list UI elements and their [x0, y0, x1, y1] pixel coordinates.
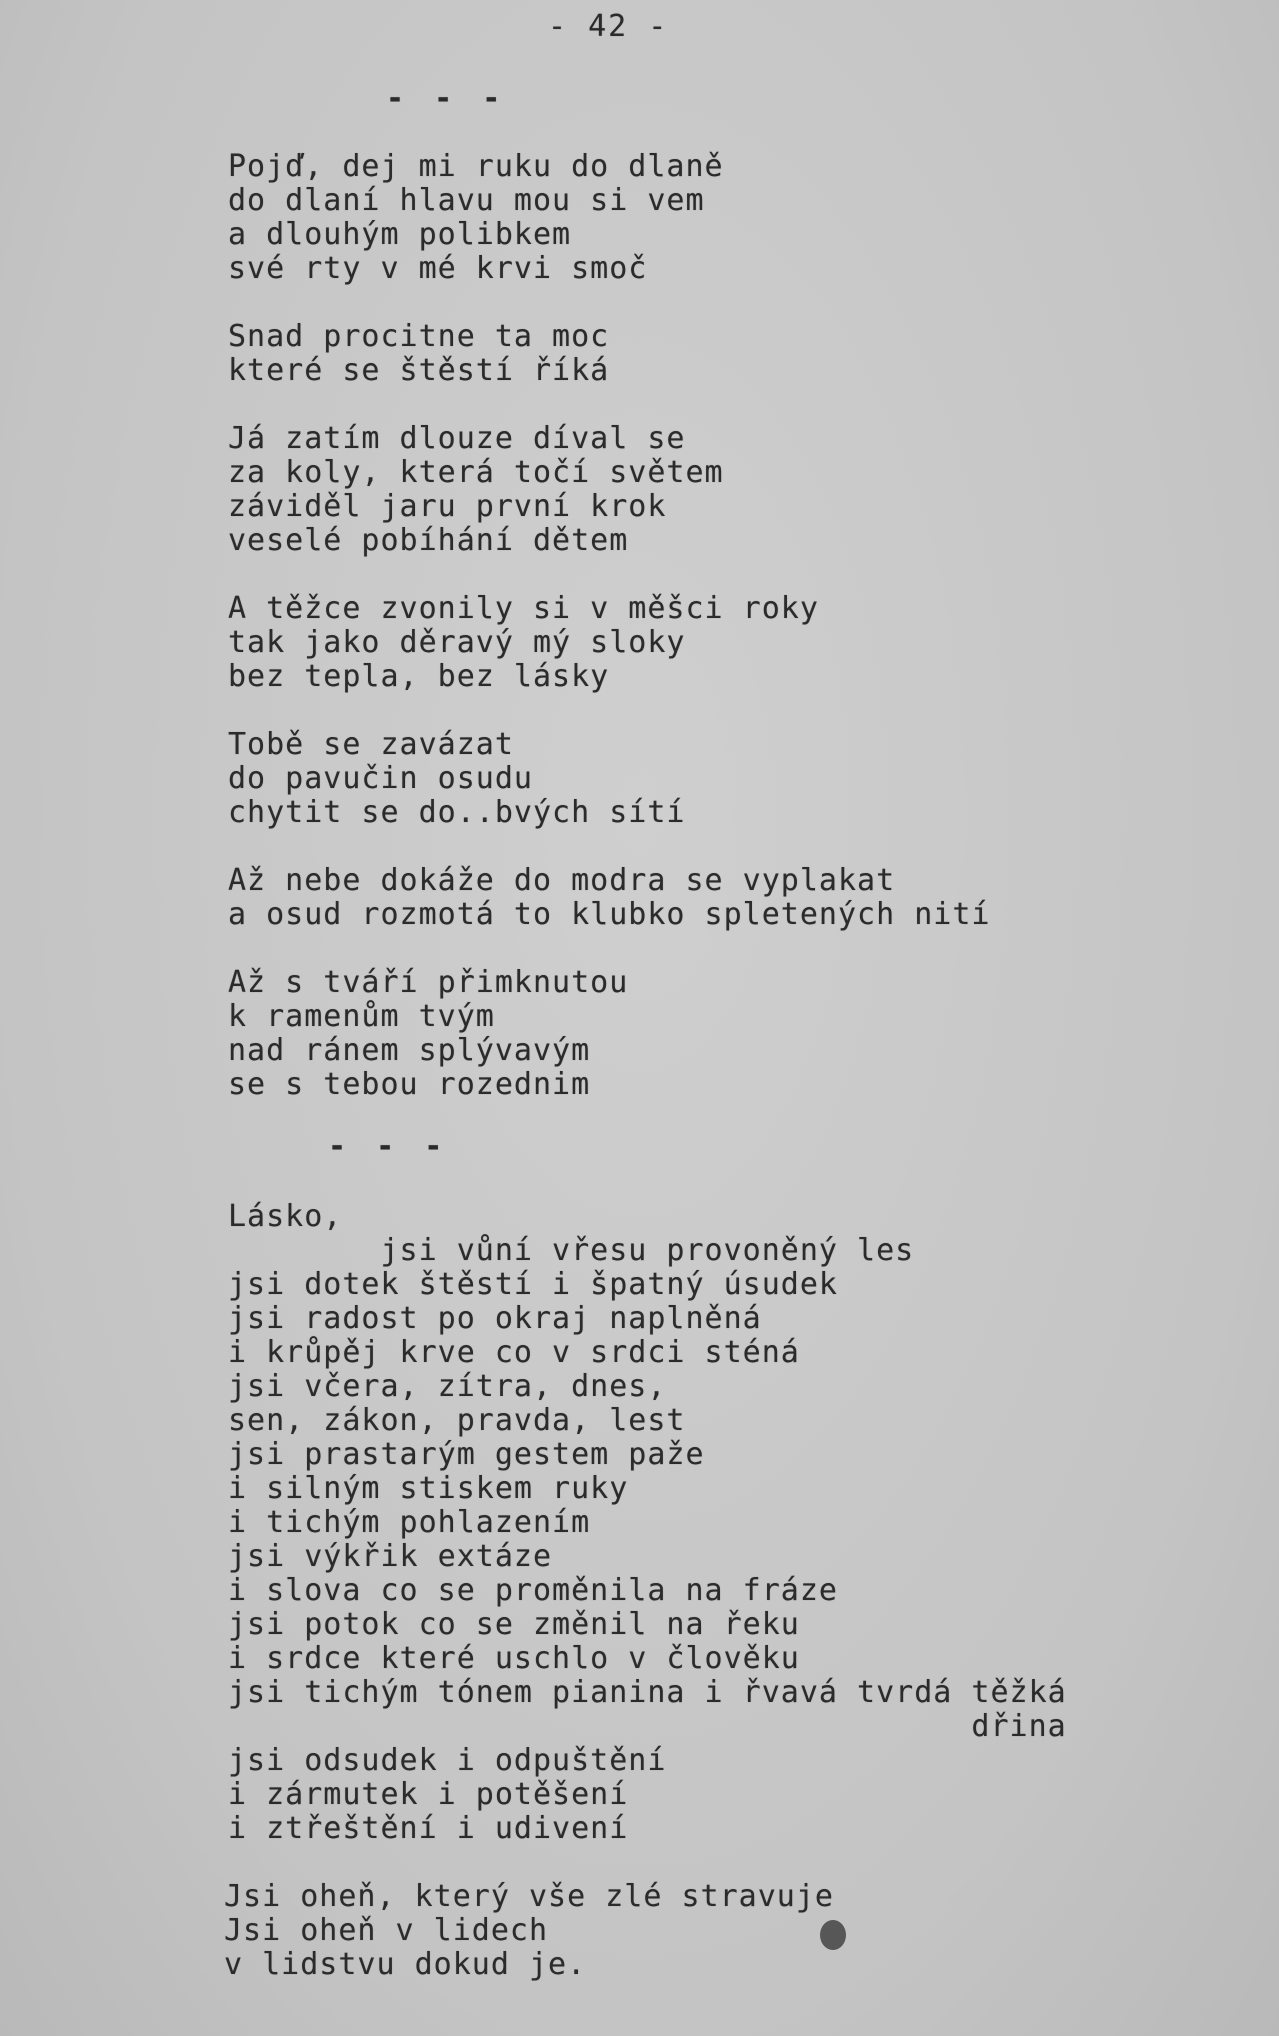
poem-line: dřina: [228, 1709, 1067, 1744]
poem-opening: Lásko,: [228, 1199, 343, 1234]
poem-line: i slova co se proměnila na fráze: [228, 1573, 838, 1608]
section-separator-2: - - -: [328, 1129, 449, 1164]
poem-line: Snad procitne ta moc: [228, 319, 610, 354]
poem-line: jsi potok co se změnil na řeku: [228, 1607, 800, 1642]
poem-line: jsi radost po okraj naplněná: [228, 1301, 762, 1336]
poem-line: jsi včera, zítra, dnes,: [228, 1369, 667, 1404]
poem-line: jsi vůní vřesu provoněný les: [228, 1233, 915, 1268]
poem-line: které se štěstí říká: [228, 353, 610, 388]
poem-line: i srdce které uschlo v člověku: [228, 1641, 800, 1676]
poem-line: své rty v mé krvi smoč: [228, 251, 648, 286]
ink-blot: [820, 1920, 846, 1950]
poem-line: Až s tváří přimknutou: [228, 965, 629, 1000]
poem-line: Tobě se zavázat: [228, 727, 514, 762]
section-separator-1: - - -: [386, 81, 507, 116]
poem-line: A těžce zvonily si v měšci roky: [228, 591, 819, 626]
poem-line: bez tepla, bez lásky: [228, 659, 610, 694]
poem-closing-line: Jsi oheň, který vše zlé stravuje: [224, 1879, 834, 1914]
poem-line: i tichým pohlazením: [228, 1505, 591, 1540]
poem-line: nad ránem splývavým: [228, 1033, 591, 1068]
poem-line: jsi výkřik extáze: [228, 1539, 553, 1574]
page-number: - 42 -: [548, 9, 669, 44]
poem-line: Až nebe dokáže do modra se vyplakat: [228, 863, 896, 898]
poem-line: a dlouhým polibkem: [228, 217, 572, 252]
poem-line: sen, zákon, pravda, lest: [228, 1403, 686, 1438]
poem-line: jsi dotek štěstí i špatný úsudek: [228, 1267, 838, 1302]
poem-line: se s tebou rozednim: [228, 1067, 591, 1102]
poem-line: i ztřeštění i udivení: [228, 1811, 629, 1846]
poem-line: a osud rozmotá to klubko spletených nití: [228, 897, 991, 932]
poem-line: jsi odsudek i odpuštění: [228, 1743, 667, 1778]
poem-line: do dlaní hlavu mou si vem: [228, 183, 705, 218]
poem-line: jsi tichým tónem pianina i řvavá tvrdá těžká: [228, 1675, 1067, 1710]
poem-line: i krůpěj krve co v srdci sténá: [228, 1335, 800, 1370]
poem-line: tak jako děravý mý sloky: [228, 625, 686, 660]
poem-line: jsi prastarým gestem paže: [228, 1437, 705, 1472]
poem-closing-line: Jsi oheň v lidech: [224, 1913, 549, 1948]
poem-line: Pojď, dej mi ruku do dlaně: [228, 149, 724, 184]
poem-line: za koly, která točí světem: [228, 455, 724, 490]
poem-line: k ramenům tvým: [228, 999, 495, 1034]
poem-line: veselé pobíhání dětem: [228, 523, 629, 558]
poem-line: i zármutek i potěšení: [228, 1777, 629, 1812]
poem-line: Já zatím dlouze díval se: [228, 421, 686, 456]
poem-line: do pavučin osudu: [228, 761, 533, 796]
poem-line: záviděl jaru první krok: [228, 489, 667, 524]
poem-closing-line: v lidstvu dokud je.: [224, 1947, 587, 1982]
poem-line: i silným stiskem ruky: [228, 1471, 629, 1506]
poem-line: chytit se do..bvých sítí: [228, 795, 686, 830]
